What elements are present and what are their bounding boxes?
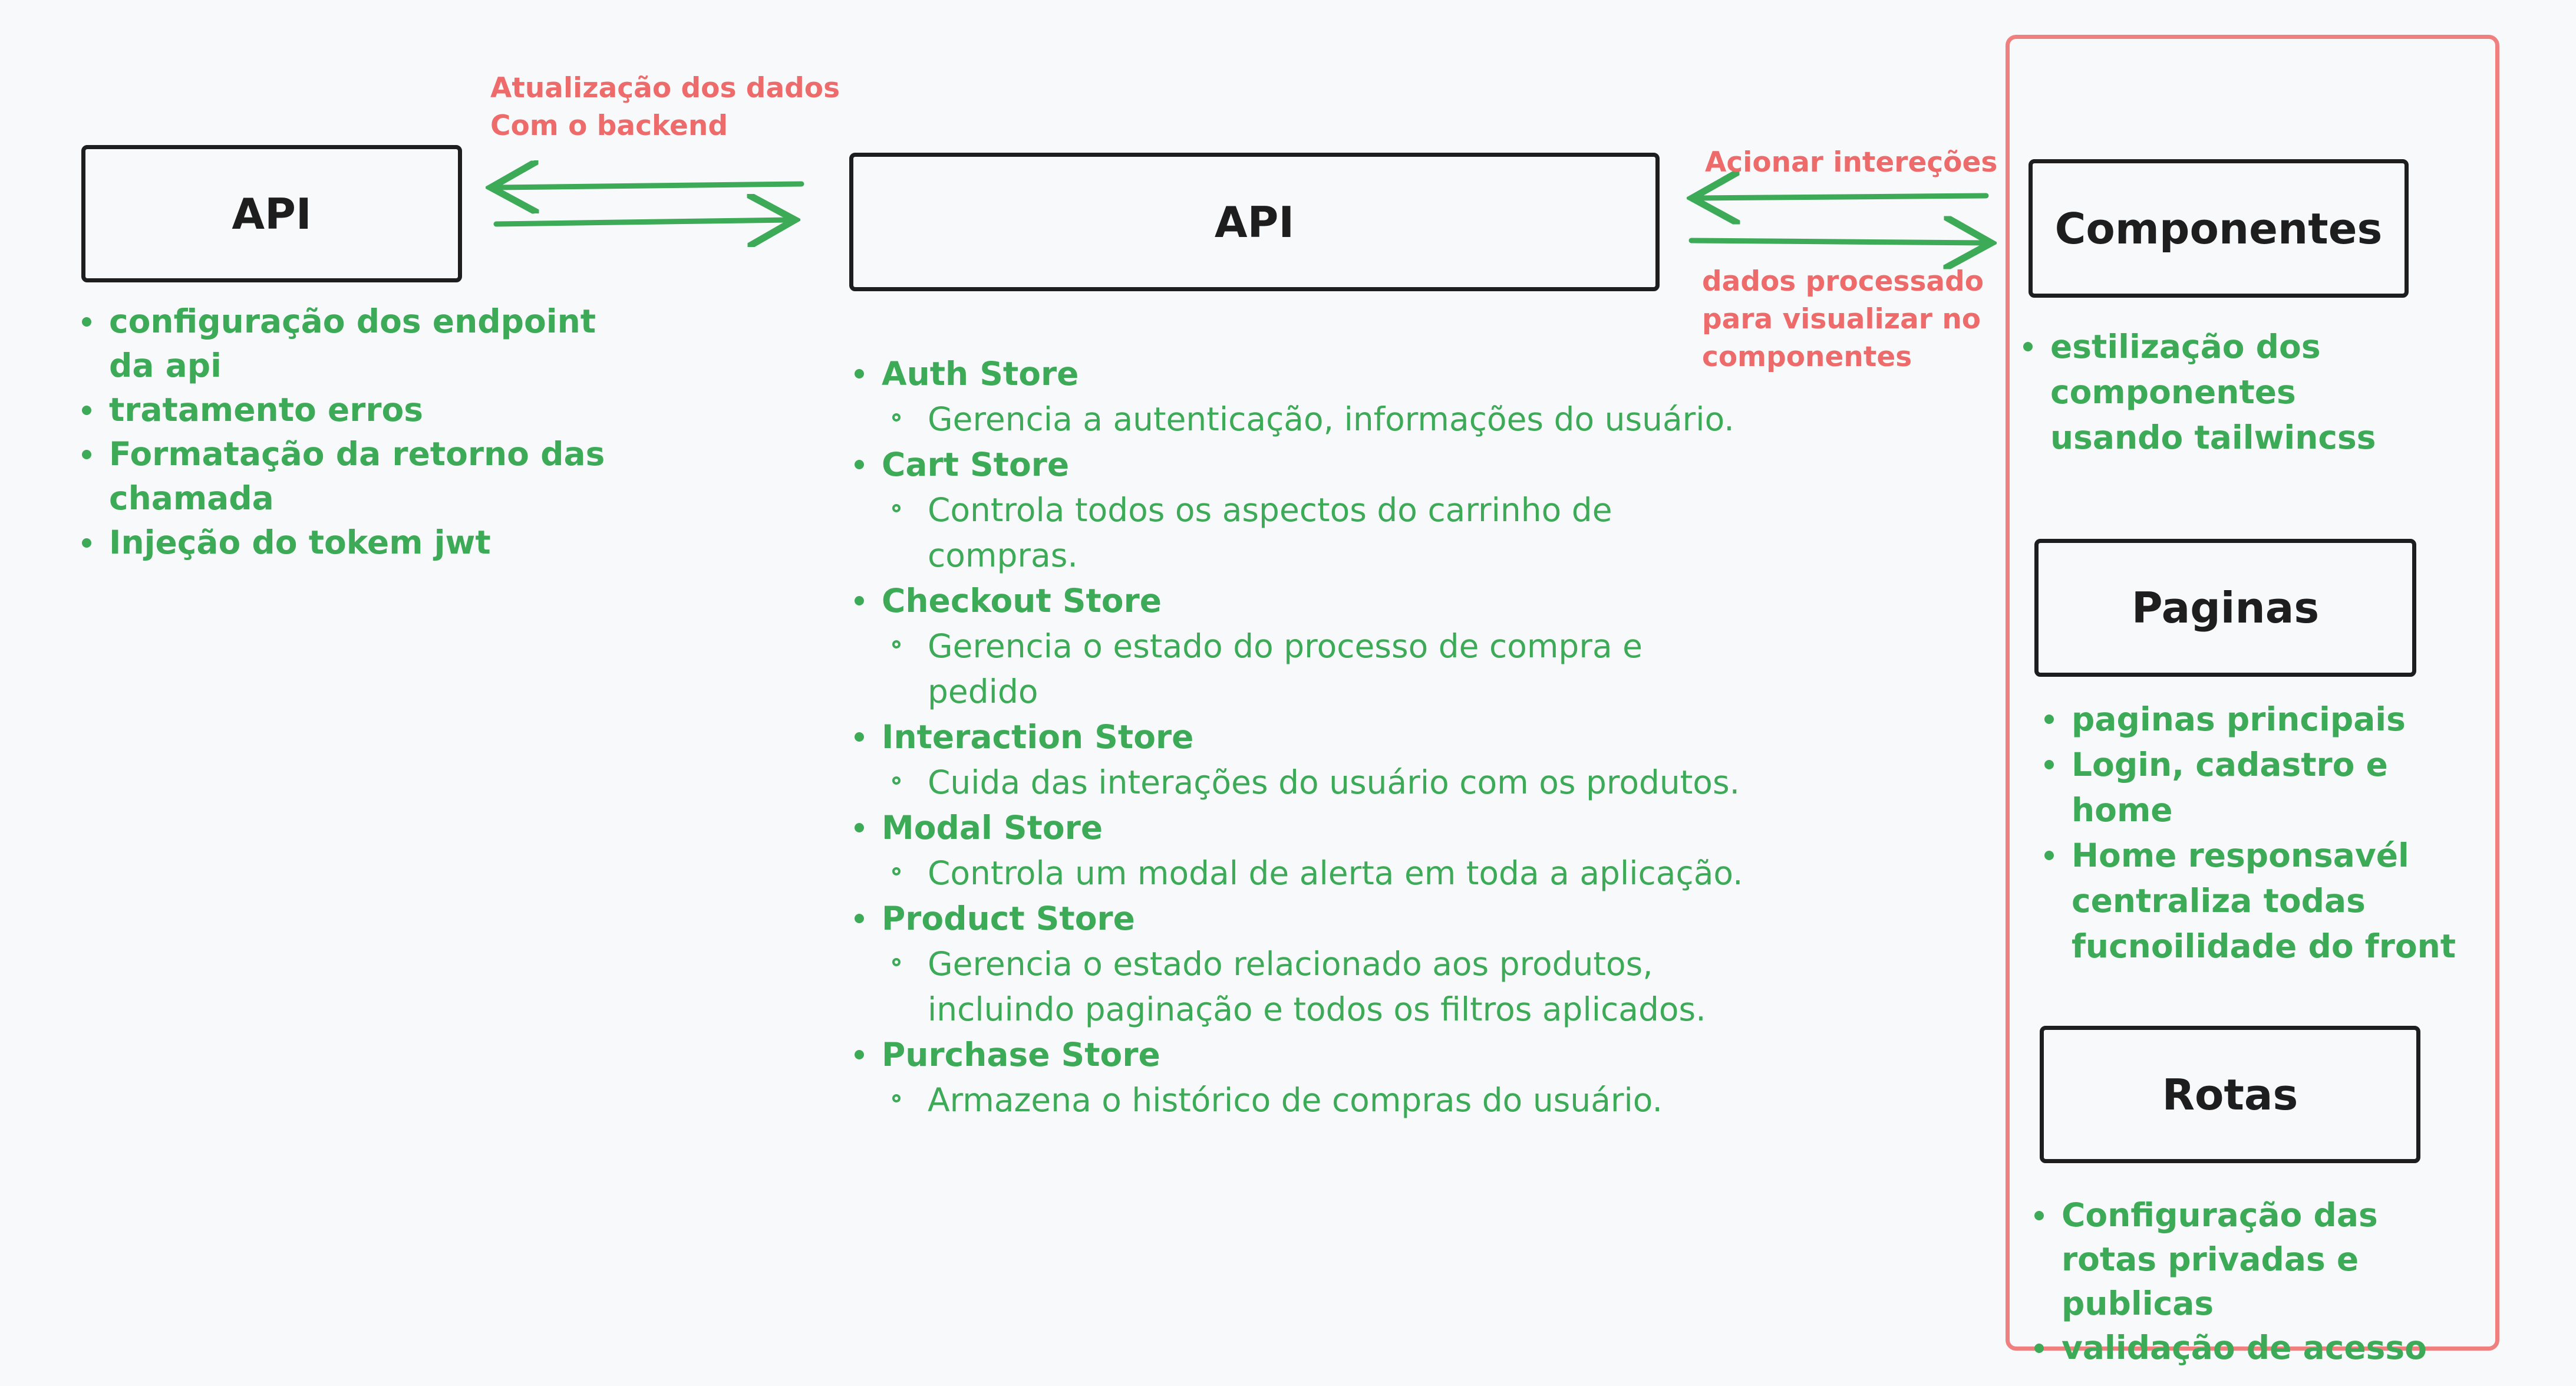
left-api-box-label: API xyxy=(232,189,312,239)
store-desc: Cuida das interações do usuário com os produtos. xyxy=(852,760,1754,805)
arrow-center-to-left xyxy=(496,184,802,187)
rotas-box-label: Rotas xyxy=(2162,1069,2298,1120)
store-name: Interaction Store xyxy=(852,715,1754,760)
arrow-right-to-center xyxy=(1697,196,1986,198)
paginas-list xyxy=(2042,697,2490,969)
store-desc: Controla um modal de alerta em toda a aplicação. xyxy=(852,851,1754,896)
store-desc: Gerencia a autenticação, informações do usuário. xyxy=(852,397,1754,442)
list-item: configuração dos endpoint da api xyxy=(80,299,622,388)
store-name: Purchase Store xyxy=(852,1032,1754,1078)
list-item: Home responsavél centraliza todas fucnoilidade do front xyxy=(2042,833,2490,969)
store-desc: Gerencia o estado relacionado aos produtos, incluindo paginação e todos os filtros aplicados. xyxy=(852,941,1754,1032)
store-desc: Armazena o histórico de compras do usuário. xyxy=(852,1078,1754,1123)
componentes-box-label: Componentes xyxy=(2054,203,2383,254)
arrow-left-to-center xyxy=(496,220,790,224)
store-desc: Controla todos os aspectos do carrinho de compras. xyxy=(852,488,1754,578)
arrow-left-label: Atualização dos dados Com o backend xyxy=(490,72,840,142)
arrow-right-bottom-label: dados processado para visualizar no componentes xyxy=(1702,265,1984,373)
arrow-right-top-label: Acionar intereções xyxy=(1705,146,1998,179)
componentes-list xyxy=(2021,324,2433,460)
list-item: paginas principais xyxy=(2042,697,2490,742)
store-list xyxy=(852,351,1754,1123)
store-name: Modal Store xyxy=(852,805,1754,851)
left-api-list xyxy=(80,299,622,565)
store-name: Product Store xyxy=(852,896,1754,941)
list-item: Formatação da retorno das chamada xyxy=(80,432,622,521)
list-item: Login, cadastro e home xyxy=(2042,742,2490,833)
list-item: validação de acesso xyxy=(2032,1326,2480,1370)
store-desc: Gerencia o estado do processo de compra e pedido xyxy=(852,624,1754,715)
paginas-box-label: Paginas xyxy=(2131,583,2320,633)
center-api-box-label: API xyxy=(1214,197,1295,247)
store-name: Checkout Store xyxy=(852,578,1754,624)
list-item: Configuração das rotas privadas e publicas xyxy=(2032,1193,2480,1326)
rotas-list xyxy=(2032,1193,2480,1370)
store-name: Auth Store xyxy=(852,351,1754,397)
list-item: Injeção do tokem jwt xyxy=(80,521,622,565)
list-item: estilização dos componentes usando tailwincss xyxy=(2021,324,2433,460)
store-name: Cart Store xyxy=(852,442,1754,488)
list-item: tratamento erros xyxy=(80,388,622,432)
arrow-center-to-right xyxy=(1691,241,1986,243)
